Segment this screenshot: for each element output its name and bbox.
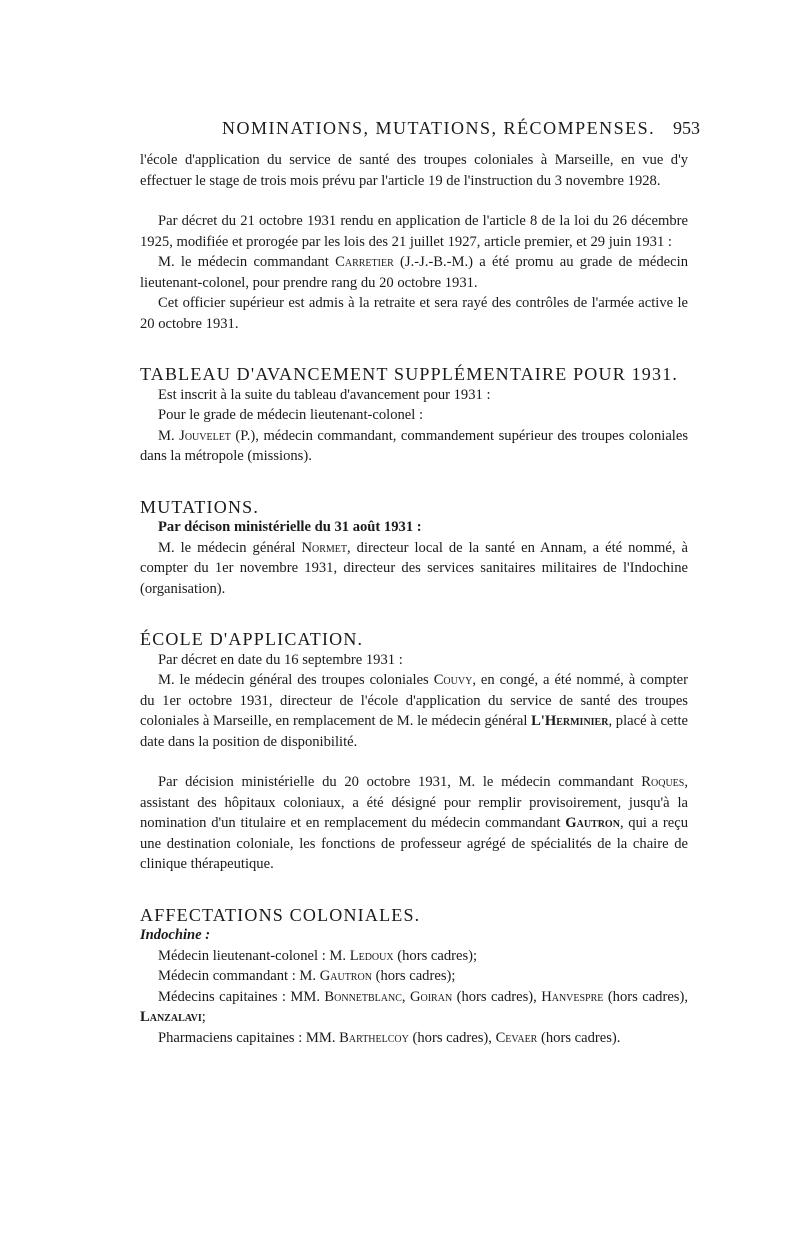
list-item: Médecin commandant : M. Gautron (hors cadres);	[158, 968, 456, 984]
list-item: Médecin lieutenant-colonel : M. Ledoux (hors cadres);	[158, 947, 478, 964]
paragraph-normet: M. le médecin général Normet, directeur local de la santé en Annam, a été nommé, à compter du 1er novembre 1931, directeur des services sanitaires militaires de l'Indochine (organisation).	[140, 539, 688, 597]
paragraph-decree: Par décret du 21 octobre 1931 rendu en application de l'article 8 de la loi du 26 décembre 1925, modifiée et prorogée par les lois des 21 juillet 1927, article premier, et 29 juin 1931 :	[140, 213, 688, 250]
paragraph-inscrit: Est inscrit à la suite du tableau d'avancement pour 1931 :	[158, 386, 491, 403]
paragraph-continuation: l'école d'application du service de santé des troupes coloniales à Marseille, en vue d'y effectuer le stage de trois mois prévu par l'article 19 de l'instruction du 3 novembre 1928.	[140, 152, 688, 189]
person-name: L'Herminier	[531, 713, 609, 729]
paragraph-jouvelet: M. Jouvelet (P.), médecin commandant, commandement supérieur des troupes coloniales dans la métropole (missions).	[140, 427, 689, 464]
person-name: Roques	[641, 774, 685, 790]
paragraph-couvy: M. le médecin général des troupes coloniales Couvy, en congé, a été nommé, à compter du 1er octobre 1931, directeur de l'école d'application du service de santé des troupes coloniales à Marseille, en remplacement de M. le médecin général L'Herminier, placé à cette date dans la position de disponibilité.	[140, 672, 688, 750]
section-heading-tableau: TABLEAU D'AVANCEMENT SUPPLÉMENTAIRE POUR 1931.	[140, 364, 679, 384]
page-body	[140, 150, 688, 1048]
running-title: NOMINATIONS, MUTATIONS, RÉCOMPENSES.	[222, 118, 656, 138]
affectations-list	[140, 946, 688, 1049]
section-heading-ecole: ÉCOLE D'APPLICATION.	[140, 629, 364, 649]
paragraph-decret: Par décret en date du 16 septembre 1931 :	[158, 651, 403, 668]
paragraph-retirement: Cet officier supérieur est admis à la retraite et sera rayé des contrôles de l'armée active le 20 octobre 1931.	[140, 295, 688, 332]
person-name: Couvy	[433, 672, 473, 688]
person-name: Carretier	[335, 254, 394, 270]
paragraph-promotion: M. le médecin commandant Carretier (J.-J.-B.-M.) a été promu au grade de médecin lieutenant-colonel, pour prendre rang du 20 octobre 1931.	[140, 254, 688, 291]
list-item: Médecins capitaines : MM. Bonnetblanc, Goiran (hors cadres), Hanvespre (hors cadres), Lanzalavi;	[140, 988, 688, 1025]
subheading-indochine: Indochine :	[140, 927, 211, 943]
section-heading-mutations: MUTATIONS.	[140, 496, 260, 517]
list-item: Pharmaciens capitaines : MM. Barthelcoy (hors cadres), Cevaer (hors cadres).	[158, 1029, 621, 1046]
paragraph-grade: Pour le grade de médecin lieutenant-colonel :	[158, 407, 424, 423]
person-name: Jouvelet	[179, 427, 231, 444]
paragraph-decision: Par décison ministérielle du 31 août 1931 :	[158, 519, 422, 535]
person-name: Normet	[301, 539, 348, 556]
paragraph-roques: Par décision ministérielle du 20 octobre 1931, M. le médecin commandant Roques, assistant des hôpitaux coloniaux, a été désigné pour remplir provisoirement, jusqu'à la nomination d'un titulaire et en remplacement du médecin commandant Gautron, qui a reçu une destination coloniale, les fonctions de professeur agrégé de spécialités de la chaire de clinique thérapeutique.	[140, 774, 688, 872]
person-name: Gautron	[565, 815, 620, 831]
page-number: 953	[673, 118, 700, 138]
running-header	[140, 118, 700, 140]
section-heading-affectations: AFFECTATIONS COLONIALES.	[140, 904, 421, 925]
